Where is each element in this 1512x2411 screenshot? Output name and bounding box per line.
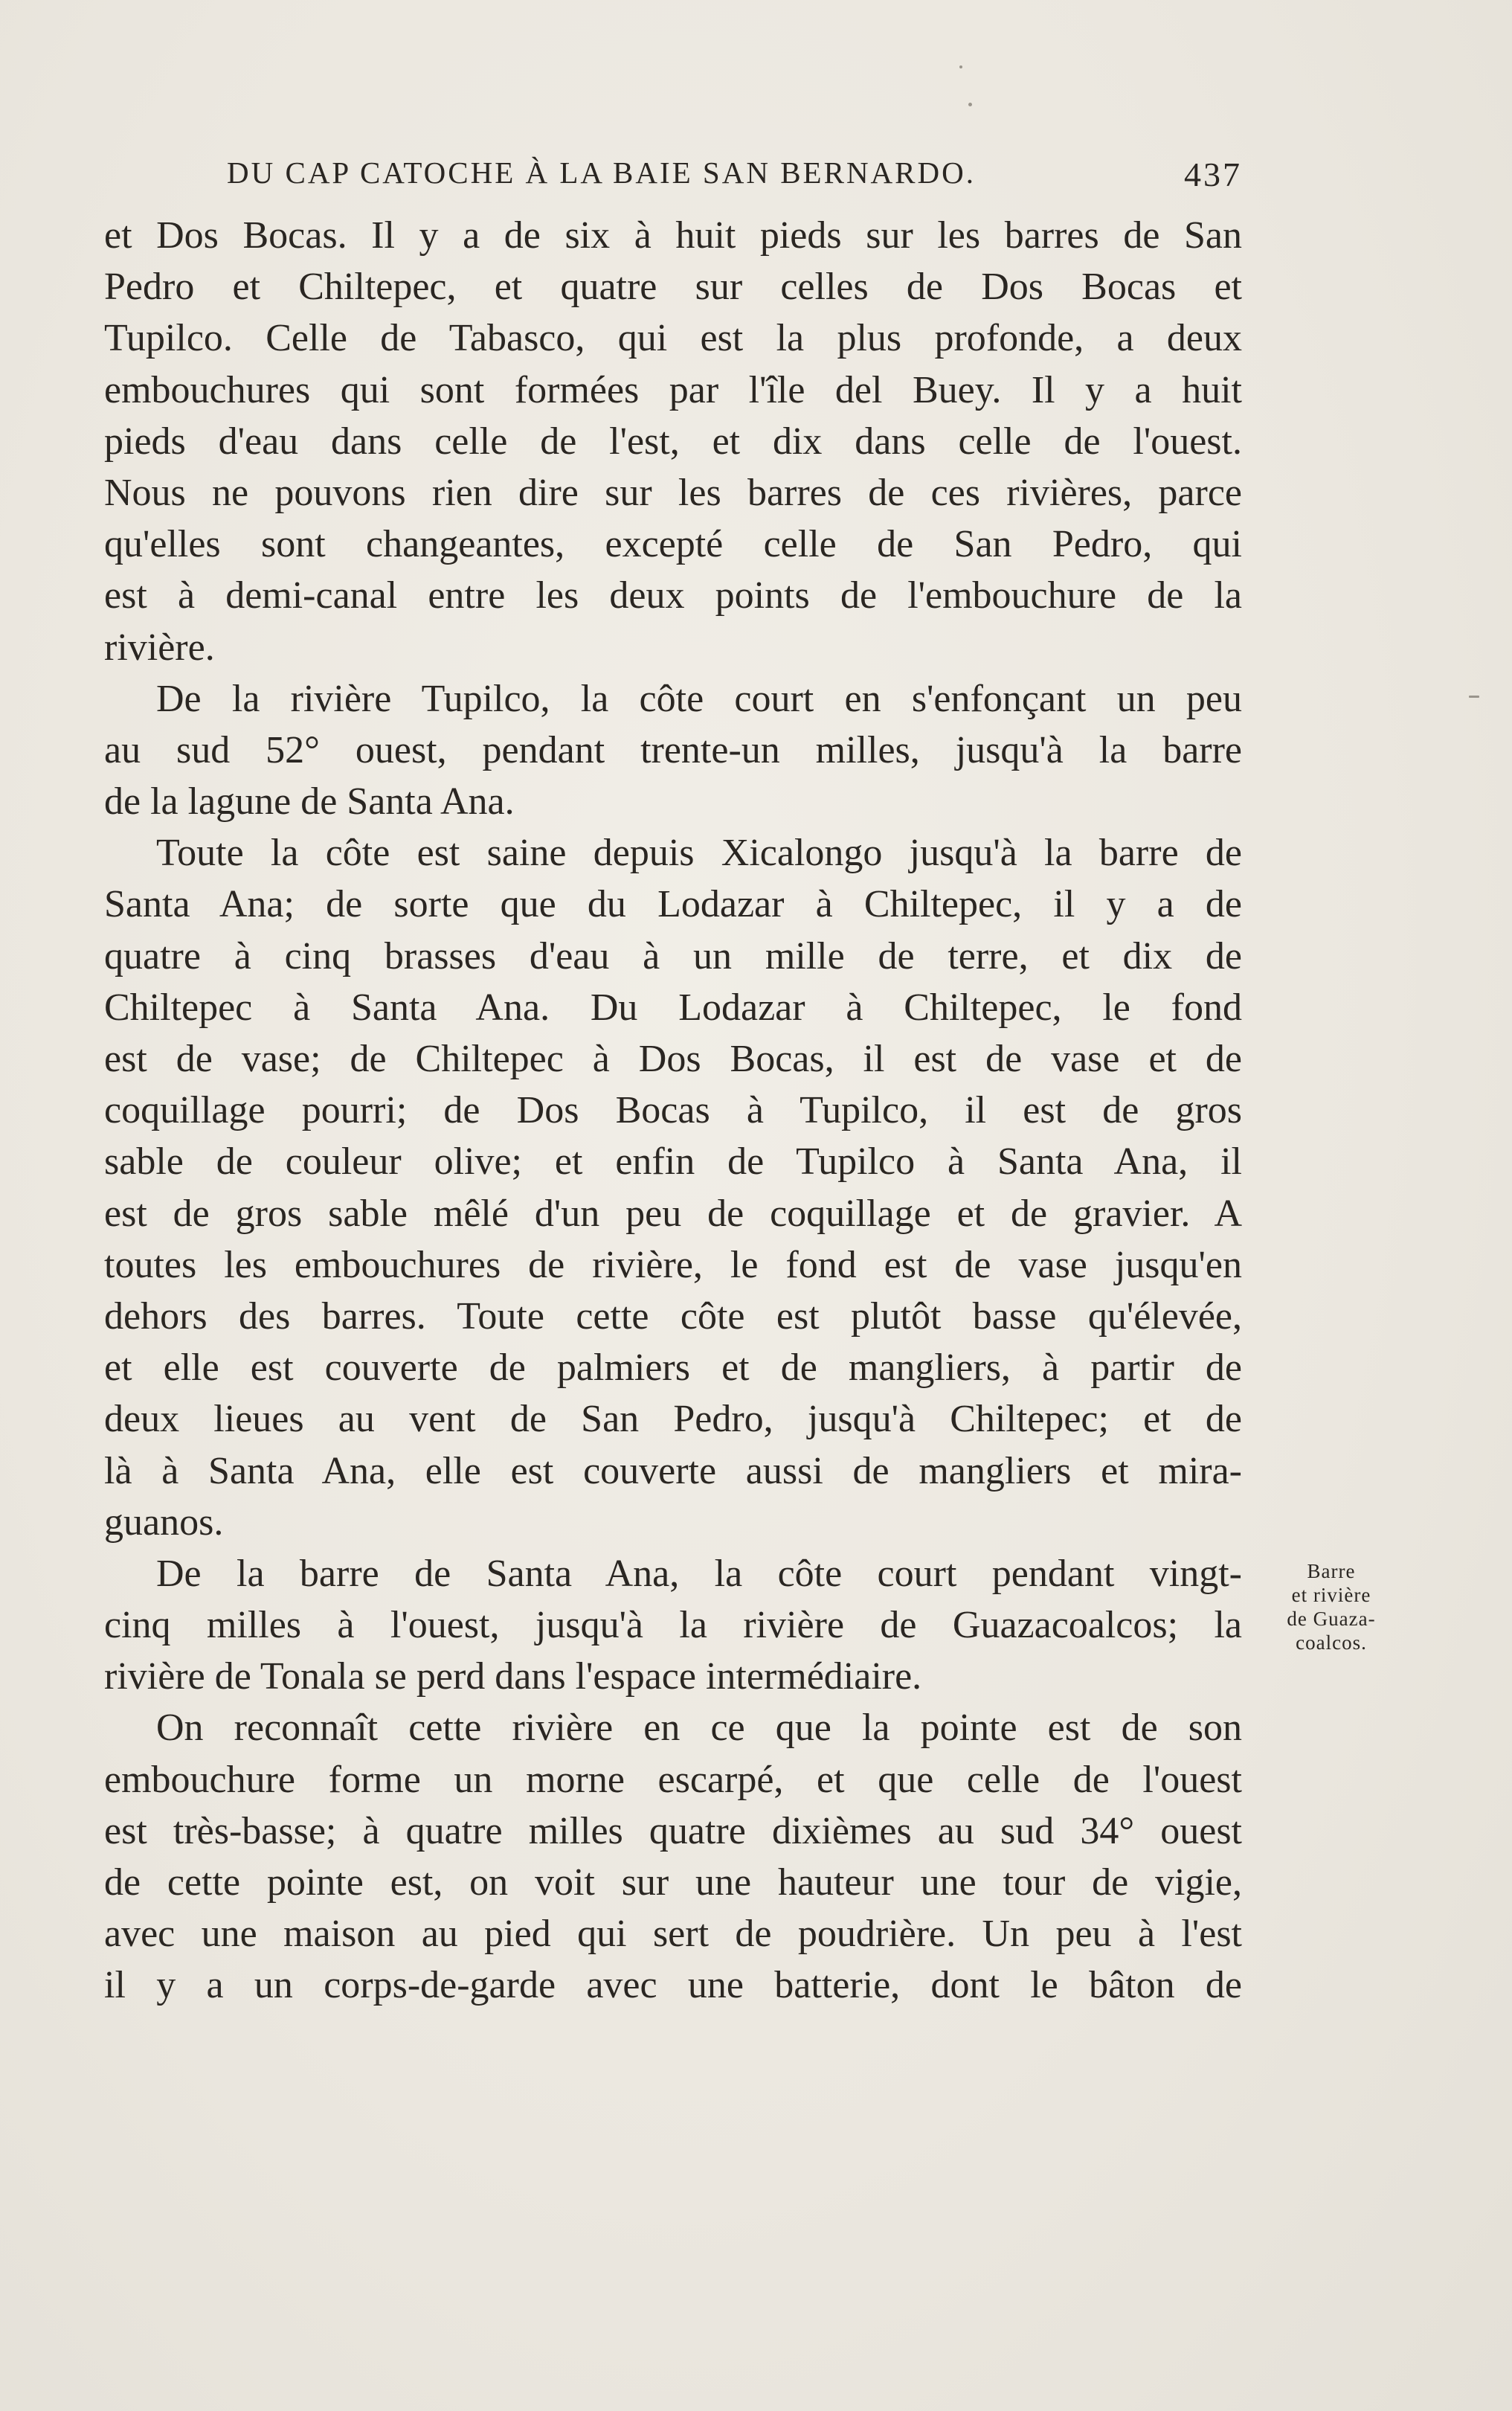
text-line: de cette pointe est, on voit sur une hauteur une tour de vigie, bbox=[104, 1861, 1242, 1904]
text-line: Toute la côte est saine depuis Xicalongo jusqu'à la barre de bbox=[156, 832, 1242, 875]
text-line: et Dos Bocas. Il y a de six à huit pieds sur les barres de San bbox=[104, 214, 1242, 257]
text-line: Pedro et Chiltepec, et quatre sur celles de Dos Bocas et bbox=[104, 266, 1242, 309]
text-line: qu'elles sont changeantes, excepté celle de San Pedro, qui bbox=[104, 523, 1242, 566]
text-line: deux lieues au vent de San Pedro, jusqu'à Chiltepec; et de bbox=[104, 1398, 1242, 1441]
paper-speck bbox=[959, 65, 962, 68]
text-line: rivière de Tonala se perd dans l'espace intermédiaire. bbox=[104, 1655, 922, 1698]
margin-note-line: coalcos. bbox=[1296, 1631, 1367, 1654]
text-line: embouchures qui sont formées par l'île del Buey. Il y a huit bbox=[104, 368, 1242, 411]
text-line: et elle est couverte de palmiers et de mangliers, à partir de bbox=[104, 1346, 1242, 1390]
text-line: il y a un corps-de-garde avec une batterie, dont le bâton de bbox=[104, 1964, 1242, 2007]
text-line: quatre à cinq brasses d'eau à un mille de terre, et dix de bbox=[104, 934, 1242, 977]
paper-speck bbox=[1469, 696, 1479, 698]
text-line: est de vase; de Chiltepec à Dos Bocas, il est de vase et de bbox=[104, 1038, 1242, 1080]
text-line: pieds d'eau dans celle de l'est, et dix dans celle de l'ouest. bbox=[104, 420, 1242, 463]
text-line: cinq milles à l'ouest, jusqu'à la rivière de Guazacoalcos; la bbox=[104, 1604, 1242, 1647]
text-line: toutes les embouchures de rivière, le fond est de vase jusqu'en bbox=[104, 1243, 1242, 1286]
page-number: 437 bbox=[1184, 155, 1242, 193]
text-line: coquillage pourri; de Dos Bocas à Tupilco, il est de gros bbox=[104, 1089, 1242, 1132]
text-line: dehors des barres. Toute cette côte est plutôt basse qu'élevée, bbox=[104, 1294, 1242, 1338]
margin-note-line: Barre bbox=[1307, 1560, 1356, 1582]
text-line: De la rivière Tupilco, la côte court en s'enfonçant un peu bbox=[156, 677, 1242, 720]
running-head bbox=[104, 155, 1242, 199]
text-line: est très-basse; à quatre milles quatre dixièmes au sud 34° ouest bbox=[104, 1809, 1242, 1852]
text-line: Chiltepec à Santa Ana. Du Lodazar à Chiltepec, le fond bbox=[104, 986, 1242, 1029]
body-text bbox=[104, 210, 1242, 2012]
text-line: rivière. bbox=[104, 626, 215, 669]
paper-speck bbox=[968, 103, 972, 106]
text-line: On reconnaît cette rivière en ce que la pointe est de son bbox=[156, 1707, 1242, 1750]
text-line: guanos. bbox=[104, 1500, 224, 1544]
text-line: sable de couleur olive; et enfin de Tupilco à Santa Ana, il bbox=[104, 1140, 1242, 1184]
running-title: DU CAP CATOCHE À LA BAIE SAN BERNARDO. bbox=[227, 155, 976, 190]
text-line: est à demi-canal entre les deux points de l'embouchure de la bbox=[104, 574, 1242, 617]
text-line: Tupilco. Celle de Tabasco, qui est la plus profonde, a deux bbox=[104, 317, 1242, 360]
text-line: embouchure forme un morne escarpé, et que celle de l'ouest bbox=[104, 1758, 1242, 1801]
margin-note-line: et rivière bbox=[1291, 1584, 1371, 1606]
margin-note bbox=[1264, 1559, 1398, 1654]
text-line: de la lagune de Santa Ana. bbox=[104, 780, 515, 824]
text-line: Santa Ana; de sorte que du Lodazar à Chiltepec, il y a de bbox=[104, 883, 1242, 926]
text-line: au sud 52° ouest, pendant trente-un milles, jusqu'à la barre bbox=[104, 728, 1242, 771]
text-line: là à Santa Ana, elle est couverte aussi de mangliers et mira- bbox=[104, 1449, 1242, 1492]
text-line: est de gros sable mêlé d'un peu de coquillage et de gravier. A bbox=[104, 1192, 1242, 1235]
margin-note-line: de Guaza- bbox=[1287, 1608, 1376, 1630]
text-line: avec une maison au pied qui sert de poudrière. Un peu à l'est bbox=[104, 1913, 1242, 1956]
text-line: Nous ne pouvons rien dire sur les barres de ces rivières, parce bbox=[104, 471, 1242, 514]
text-line: De la barre de Santa Ana, la côte court pendant vingt- bbox=[156, 1552, 1242, 1595]
